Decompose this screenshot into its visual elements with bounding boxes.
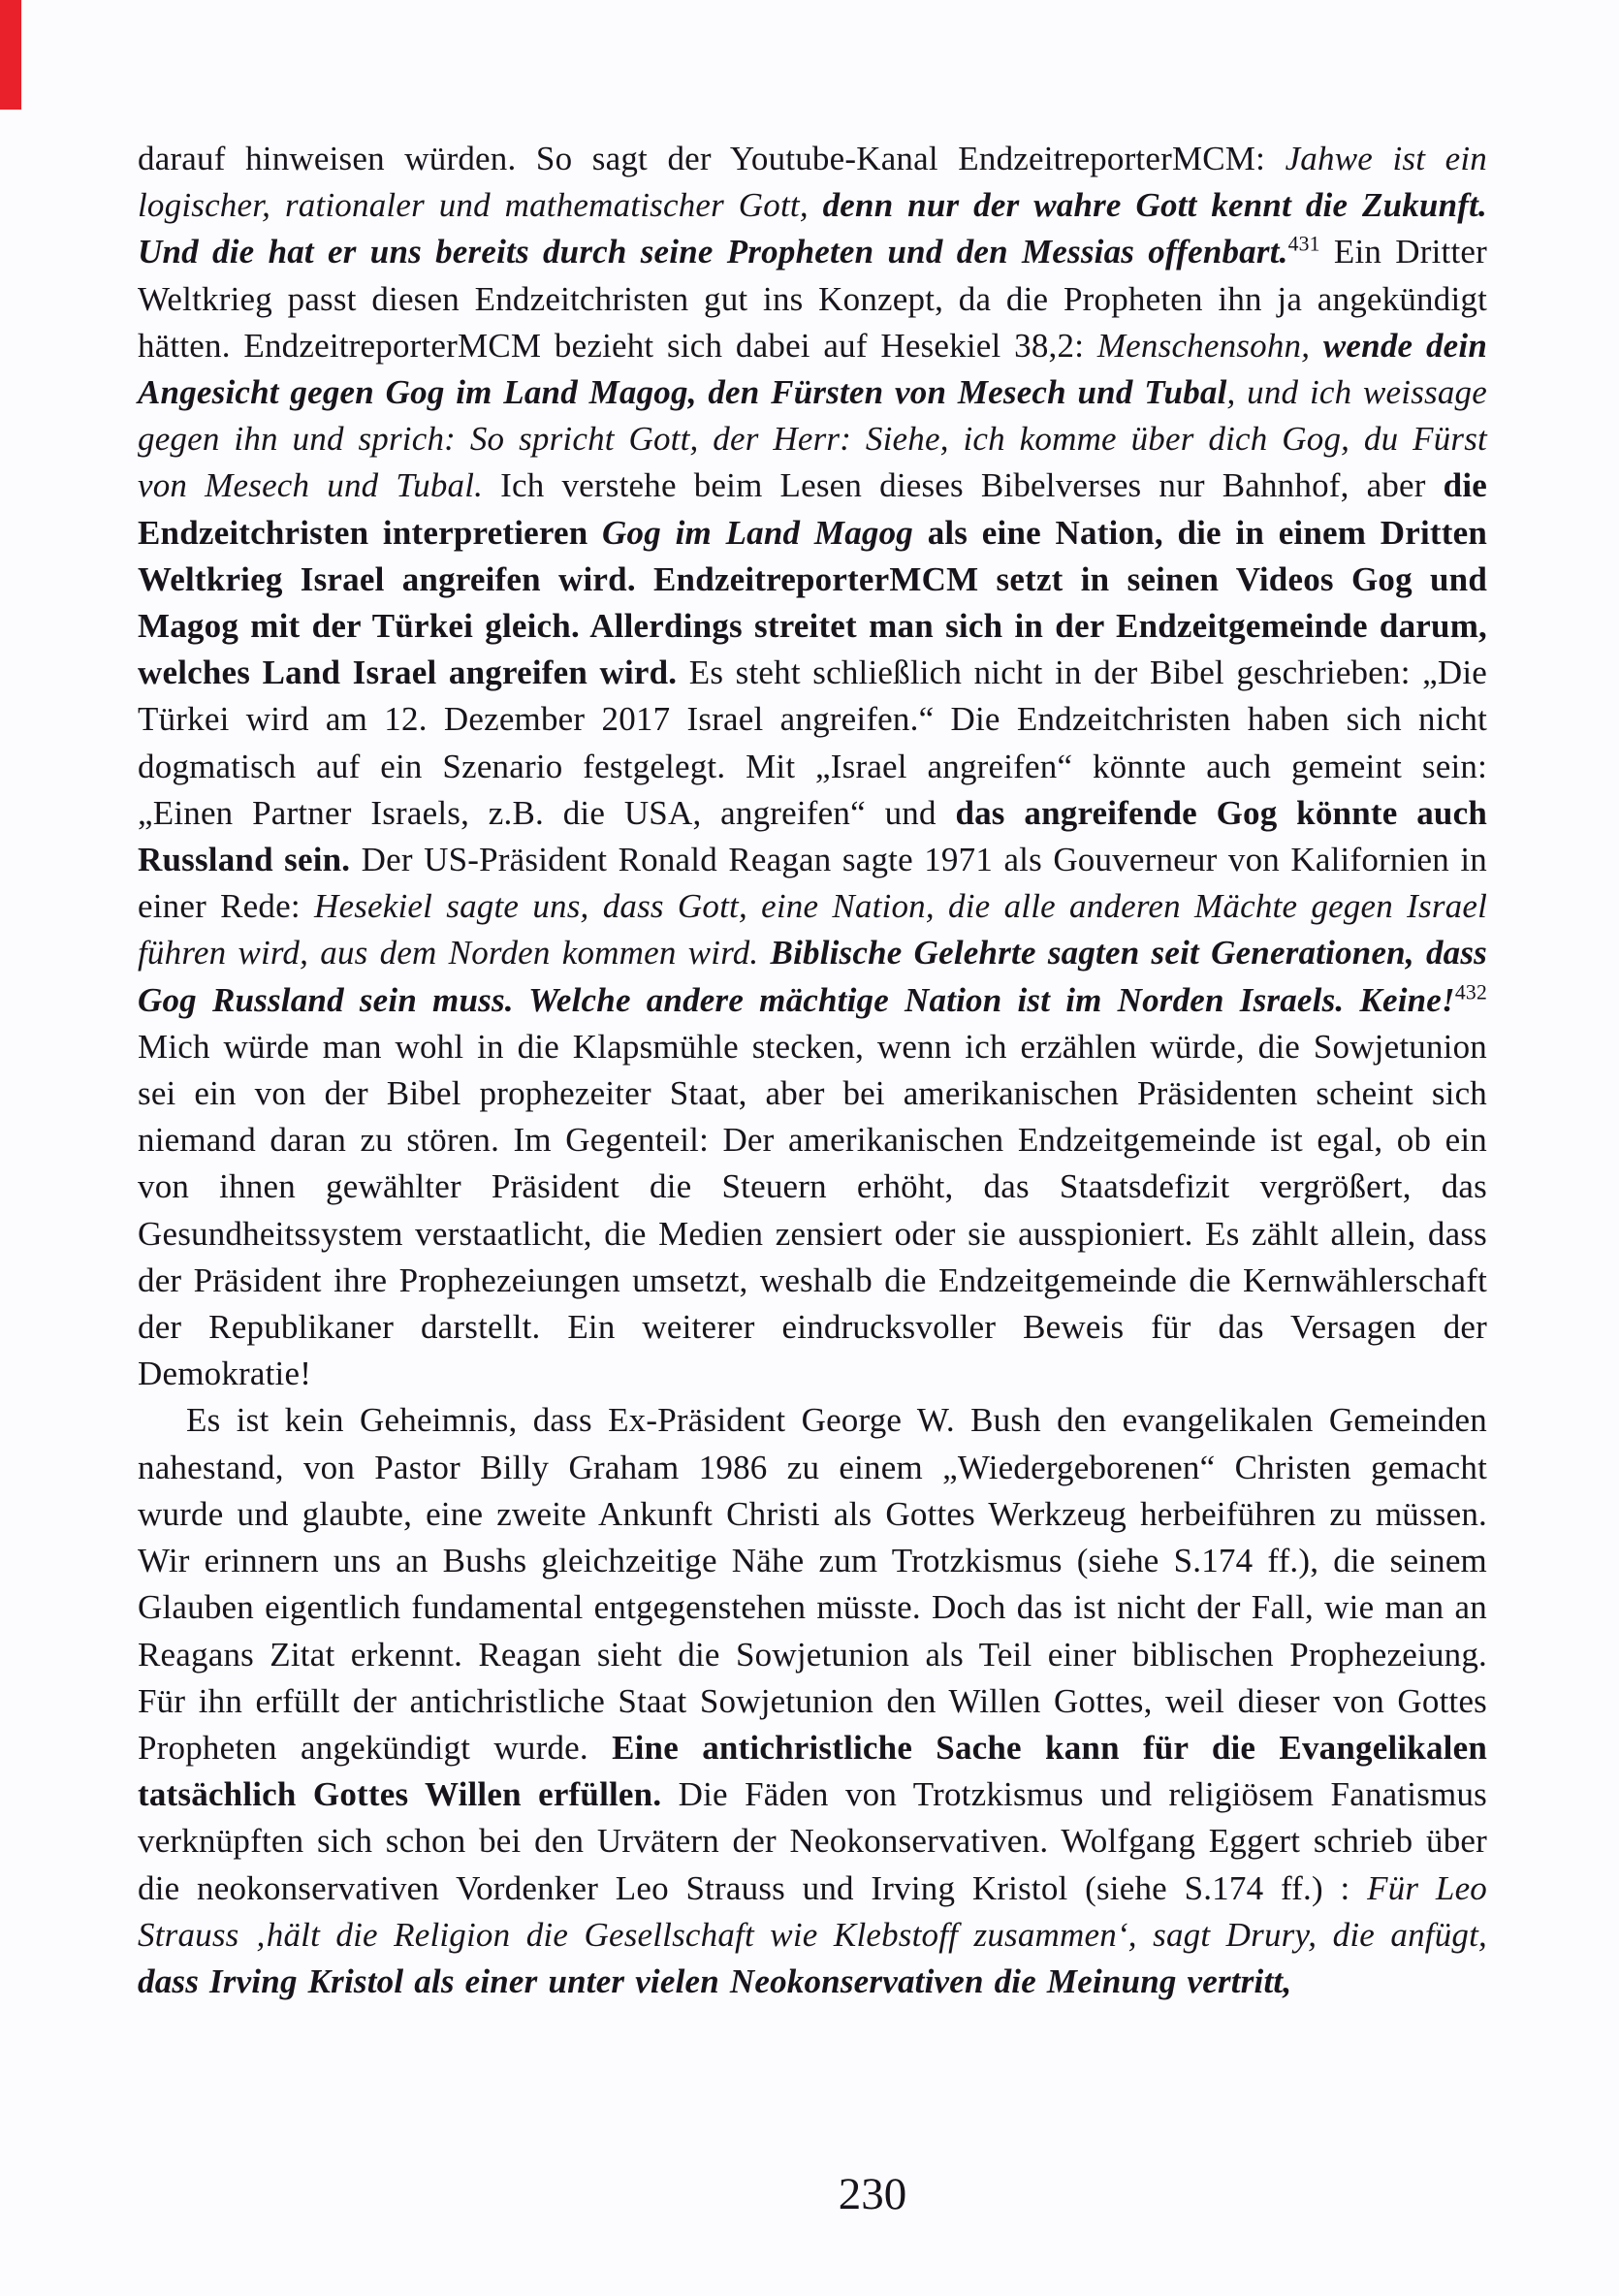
text-segment: als eine Nation, die in einem Dritten Weltkrieg Israel angreifen wird. EndzeitreporterMCM setzt in seinen Videos Gog und Magog mit der Türkei gleich. Allerdings streitet man sich in der Endzeitgemeinde darum, welches Land Israel angreifen wird. — [138, 513, 1488, 692]
text-segment: Menschensohn, — [1096, 326, 1323, 365]
paragraph — [138, 1397, 1487, 2005]
footnote-marker: 431 — [1287, 232, 1320, 256]
text-segment: Biblische Gelehrte sagten seit Generationen, dass Gog Russland sein muss. Welche andere mächtige Nation ist im Norden Israels. Keine! — [138, 934, 1487, 1019]
text-segment: Für Leo Strauss ‚hält die Religion die Gesellschaft wie Klebstoff zusammen‘, sagt Drury, die anfügt, — [138, 1868, 1487, 1954]
text-segment: , und ich weissage gegen ihn und sprich: So spricht Gott, der Herr: Siehe, ich komme über dich Gog, du Fürst von Mesech und Tubal. — [138, 373, 1487, 505]
text-segment: Ich verstehe beim Lesen dieses Bibelverses nur Bahnhof, aber — [483, 466, 1444, 505]
text-segment: darauf hinweisen würden. So sagt der Youtube-Kanal EndzeitreporterMCM: — [138, 140, 1286, 177]
text-segment: dass Irving Kristol als einer unter vielen Neokonservativen die Meinung vertritt, — [138, 1961, 1292, 2000]
page-number: 230 — [838, 2169, 907, 2219]
text-segment: denn nur der wahre Gott kennt die Zukunft. Und die hat er uns bereits durch seine Propheten und den Messias offenbart. — [138, 186, 1487, 271]
text-segment: das angreifende Gog könnte auch Russland sein. — [138, 793, 1487, 879]
text-segment: Die Fäden von Trotzkismus und religiösem Fanatismus verknüpften sich schon bei den Urvätern der Neokonservativen. Wolfgang Eggert schrieb über die neokonservativen Vordenker Leo Strauss und Irving Kristol (siehe S.174 ff.) : — [138, 1775, 1488, 1907]
text-segment: die Endzeitchristen interpretieren — [138, 466, 1487, 552]
text-segment: Es steht schließlich nicht in der Bibel geschrieben: „Die Türkei wird am 12. Dezember 2017 Israel angreifen.“ Die Endzeitchristen haben sich nicht dogmatisch auf ein Szenario festgelegt. Mit „Israel angreifen“ könnte auch gemeint sein: „Einen Partner Israels, z.B. die USA, angreifen“ und — [138, 654, 1487, 832]
text-segment: Jahwe ist ein logischer, rationaler und mathematischer Gott, — [138, 140, 1488, 225]
text-segment: Eine antichristliche Sache kann für die Evangelikalen tatsächlich Gottes Willen erfüllen. — [138, 1728, 1487, 1814]
text-segment: Hesekiel sagte uns, dass Gott, eine Nation, die alle anderen Mächte gegen Israel führen wird, aus dem Norden kommen wird. — [138, 887, 1487, 973]
text-segment: Es ist kein Geheimnis, dass Ex-Präsident George W. Bush den evangelikalen Gemeinden nahestand, von Pastor Billy Graham 1986 zu einem „Wiedergeborenen“ Christen gemacht wurde und glaubte, eine zweite Ankunft Christi als Gottes Werkzeug herbeiführen zu müssen. Wir erinnern uns an Bushs gleichzeitige Nähe zum Trotzkismus (siehe S.174 ff.), die seinem Glauben eigentlich fundamental entgegenstehen müsste. Doch das ist nicht der Fall, wie man an Reagans Zitat erkennt. Reagan sieht die Sowjetunion als Teil einer biblischen Prophezeiung. Für ihn erfüllt der antichristliche Staat Sowjetunion den Willen Gottes, weil dieser von Gottes Propheten angekündigt wurde. — [138, 1401, 1487, 1767]
text-segment: Mich würde man wohl in die Klapsmühle stecken, wenn ich erzählen würde, die Sowjetunion sei ein von der Bibel prophezeiter Staat, aber bei amerikanischen Präsidenten scheint sich niemand daran zu stören. Im Gegenteil: Der amerikanischen Endzeitgemeinde ist egal, ob ein von ihnen gewählter Präsident die Steuern erhöht, das Staatsdefizit vergrößert, das Gesundheitssystem verstaatlicht, die Medien zensiert oder sie ausspioniert. Es zählt allein, dass der Präsident ihre Prophezeiungen umsetzt, weshalb die Endzeitgemeinde die Kernwählerschaft der Republikaner darstellt. Ein weiterer eindrucksvoller Beweis für das Versagen der Demokratie! — [138, 1027, 1487, 1393]
corner-marker — [0, 0, 21, 110]
text-block — [138, 136, 1487, 2005]
text-segment: Gog im Land Magog — [602, 513, 928, 552]
footnote-marker: 432 — [1454, 980, 1487, 1004]
paragraph — [138, 136, 1487, 1397]
text-segment: Ein Dritter Weltkrieg passt diesen Endzeitchristen gut ins Konzept, da die Propheten ihn ja angekündigt hätten. EndzeitreporterMCM bezieht sich dabei auf Hesekiel 38,2: — [138, 233, 1487, 365]
text-segment: wende dein Angesicht gegen Gog im Land Magog, den Fürsten von Mesech und Tubal — [138, 326, 1487, 412]
text-segment: Der US-Präsident Ronald Reagan sagte 1971 als Gouverneur von Kalifornien in einer Rede: — [138, 841, 1487, 926]
